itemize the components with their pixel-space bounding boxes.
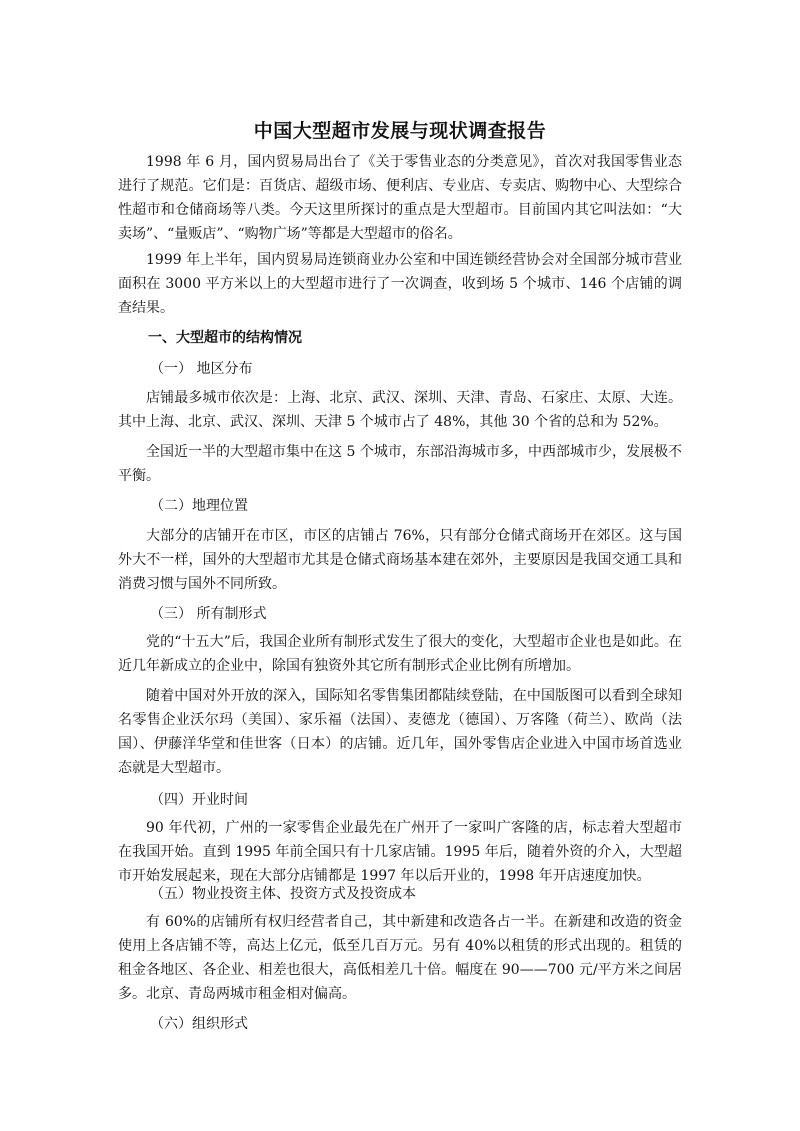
paragraph-region-cities: 店铺最多城市依次是：上海、北京、武汉、深圳、天津、青岛、石家庄、太原、大连。其中上海、北京、武汉、深圳、天津 5 个城市占了 48%，其他 30 个省的总和为 52%。 bbox=[118, 390, 682, 430]
subheading-organization: （六）组织形式 bbox=[150, 1016, 248, 1032]
paragraph-investment: 有 60%的店铺所有权归经营者自己，其中新建和改造各占一半。在新建和改造的资金使用上各店铺不等，高达上亿元，低至几百万元。另有 40%以租赁的形式出现的。租赁的租金各地区、各企业、相差也很大，高低相差几十倍。幅度在 90——700 元/平方米之间居多。北京、青岛两城市租金相对偏高。 bbox=[118, 914, 682, 1002]
paragraph-opening: 90 年代初，广州的一家零售企业最先在广州开了一家叫广客隆的店，标志着大型超市在我国开始。直到 1995 年前全国只有十几家店铺。1995 年后，随着外资的介入，大型超市开始发展起来，现在大部分店铺都是 1997 年以后开业的，1998 年开店速度加快。 bbox=[118, 820, 682, 884]
subheading-ownership: （三） 所有制形式 bbox=[150, 606, 267, 622]
paragraph-region-balance: 全国近一半的大型超市集中在这 5 个城市，东部沿海城市多，中西部城市少，发展极不平衡。 bbox=[118, 444, 682, 484]
paragraph-location: 大部分的店铺开在市区，市区的店铺占 76%，只有部分仓储式商场开在郊区。这与国外大不一样，国外的大型超市尤其是仓储式商场基本建在郊外，主要原因是我国交通工具和消费习惯与国外不同所致。 bbox=[118, 528, 682, 592]
paragraph-survey: 1999 年上半年，国内贸易局连锁商业办公室和中国连锁经营协会对全国部分城市营业面积在 3000 平方米以上的大型超市进行了一次调查，收到场 5 个城市、146 个店铺的调查结果。 bbox=[118, 252, 682, 316]
paragraph-ownership: 党的“十五大”后，我国企业所有制形式发生了很大的变化，大型超市企业也是如此。在近几年新成立的企业中，除国有独资外其它所有制形式企业比例有所增加。 bbox=[118, 634, 682, 674]
subheading-investment: （五）物业投资主体、投资方式及投资成本 bbox=[150, 886, 416, 902]
section-heading-structure: 一、大型超市的结构情况 bbox=[148, 330, 302, 346]
subheading-opening: （四）开业时间 bbox=[150, 792, 248, 808]
subheading-location: （二）地理位置 bbox=[150, 498, 248, 514]
subheading-region: （一） 地区分布 bbox=[150, 361, 253, 377]
paragraph-intro: 1998 年 6 月，国内贸易局出台了《关于零售业态的分类意见》，首次对我国零售业态进行了规范。它们是：百货店、超级市场、便利店、专业店、专卖店、购物中心、大型综合性超市和仓储商场等八类。今天这里所探讨的重点是大型超市。目前国内其它叫法如：“大卖场”、“量贩店”、“购物广场”等都是大型超市的俗名。 bbox=[118, 154, 682, 242]
document-title: 中国大型超市发展与现状调查报告 bbox=[253, 120, 547, 142]
paragraph-foreign-retailers: 随着中国对外开放的深入，国际知名零售集团都陆续登陆，在中国版图可以看到全球知名零售企业沃尔玛（美国）、家乐福（法国）、麦德龙（德国）、万客隆（荷兰）、欧尚（法国）、伊藤洋华堂和佳世客（日本）的店铺。近几年，国外零售店企业进入中国市场首选业态就是大型超市。 bbox=[118, 688, 682, 776]
